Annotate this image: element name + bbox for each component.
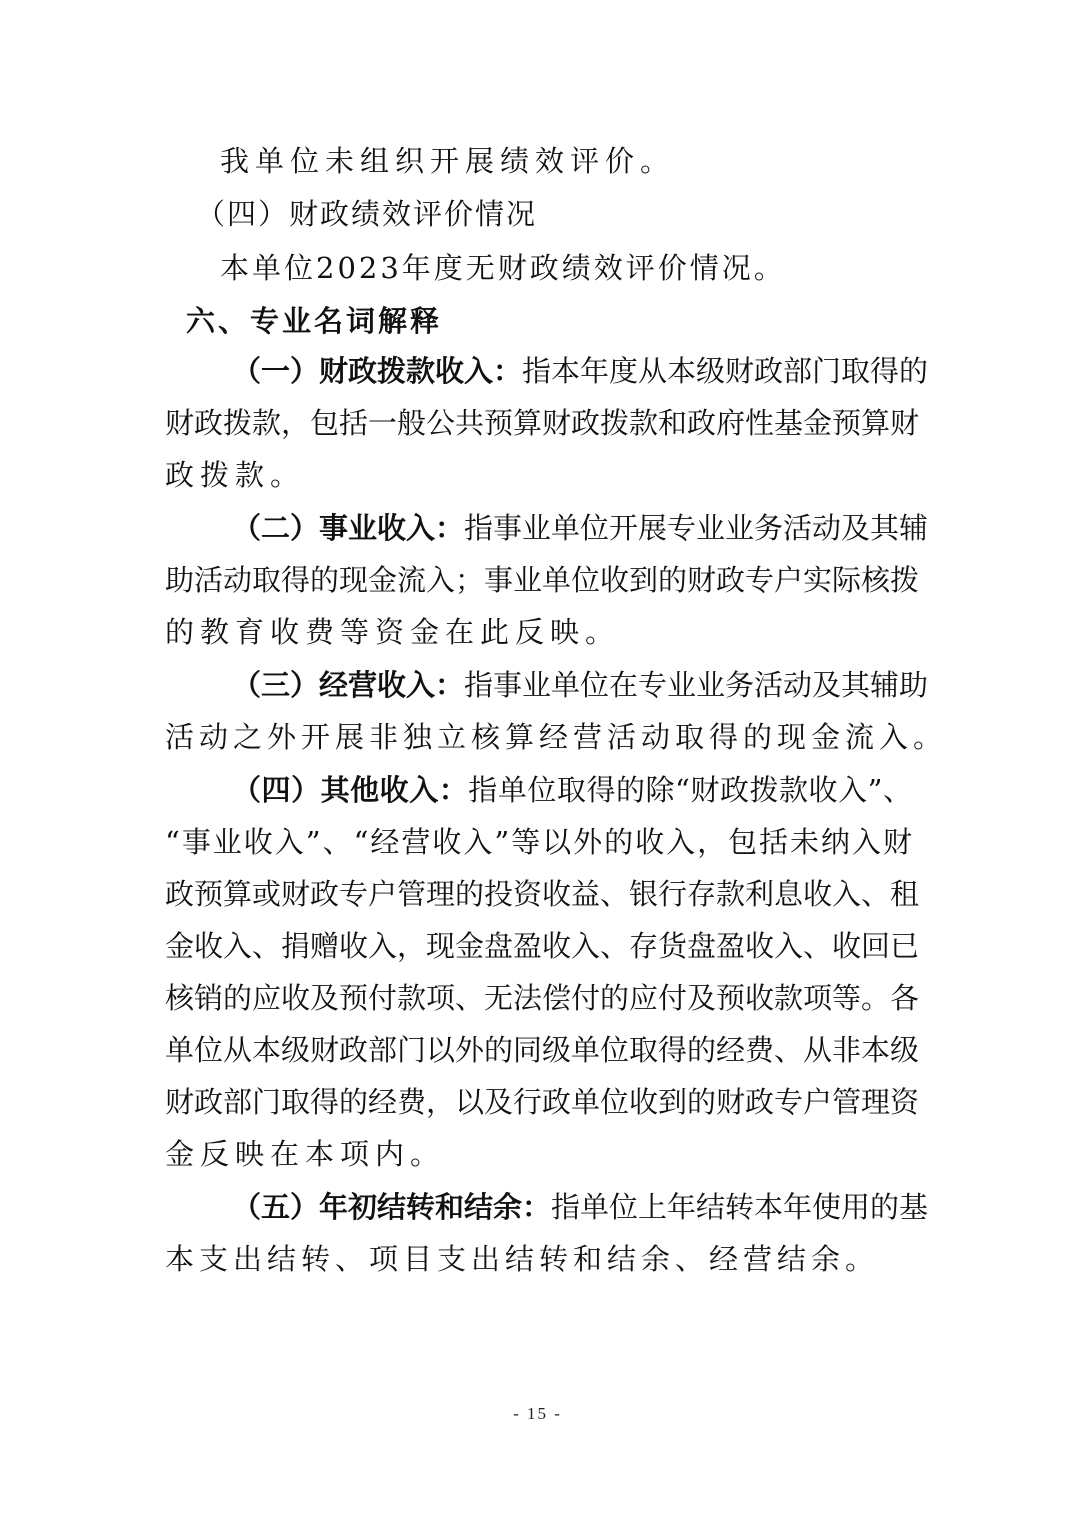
subheading-fiscal-evaluation: （四）财政绩效评价情况 bbox=[196, 197, 538, 231]
term-4-line-7: 财政部门取得的经费，以及行政单位收到的财政专户管理资 bbox=[165, 1085, 920, 1119]
term-2-line-3: 的教育收费等资金在此反映。 bbox=[165, 615, 621, 649]
term-3-line-2: 活动之外开展非独立核算经营活动取得的现金流入。 bbox=[165, 720, 948, 754]
term-4-label: （四）其他收入： bbox=[232, 773, 469, 807]
paragraph-no-evaluation: 我单位未组织开展绩效评价。 bbox=[220, 144, 676, 178]
term-1-line-3: 政拨款。 bbox=[165, 458, 306, 492]
term-2-label: （二）事业收入： bbox=[232, 511, 465, 545]
term-4-line-8: 金反映在本项内。 bbox=[165, 1137, 446, 1171]
term-3-label: （三）经营收入： bbox=[232, 668, 465, 702]
term-5-line-1 bbox=[232, 1189, 929, 1225]
term-1-line-2: 财政拨款，包括一般公共预算财政拨款和政府性基金预算财 bbox=[165, 406, 920, 440]
section-heading-glossary: 六、专业名词解释 bbox=[186, 304, 443, 338]
term-4-text: 指单位取得的除“财政拨款收入”、 bbox=[468, 773, 912, 807]
term-5-line-2: 本支出结转、项目支出结转和结余、经营结余。 bbox=[165, 1242, 880, 1276]
term-2-text: 指事业单位开展专业业务活动及其辅 bbox=[464, 511, 929, 545]
term-1-text: 指本年度从本级财政部门取得的 bbox=[522, 354, 929, 388]
term-2-line-1 bbox=[232, 510, 929, 546]
paragraph-fiscal-evaluation: 本单位2023年度无财政绩效评价情况。 bbox=[220, 251, 786, 285]
term-5-label: （五）年初结转和结余： bbox=[232, 1190, 552, 1224]
page-number: - 15 - bbox=[513, 1404, 562, 1423]
term-1-label: （一）财政拨款收入： bbox=[232, 354, 523, 388]
term-3-line-1 bbox=[232, 667, 929, 703]
term-4-line-6: 单位从本级财政部门以外的同级单位取得的经费、从非本级 bbox=[165, 1033, 920, 1067]
term-4-line-3: 政预算或财政专户管理的投资收益、银行存款利息收入、租 bbox=[165, 877, 920, 911]
term-4-line-4: 金收入、捐赠收入，现金盘盈收入、存货盘盈收入、收回已 bbox=[165, 929, 920, 963]
term-3-text: 指事业单位在专业业务活动及其辅助 bbox=[464, 668, 929, 702]
term-1-line-1 bbox=[232, 353, 929, 389]
term-4-line-5: 核销的应收及预付款项、无法偿付的应付及预收款项等。各 bbox=[165, 981, 920, 1015]
term-5-text: 指单位上年结转本年使用的基 bbox=[551, 1190, 929, 1224]
term-4-line-2: “事业收入”、“经营收入”等以外的收入，包括未纳入财 bbox=[165, 825, 912, 859]
term-2-line-2: 助活动取得的现金流入；事业单位收到的财政专户实际核拨 bbox=[165, 563, 920, 597]
term-4-line-1 bbox=[232, 772, 912, 808]
